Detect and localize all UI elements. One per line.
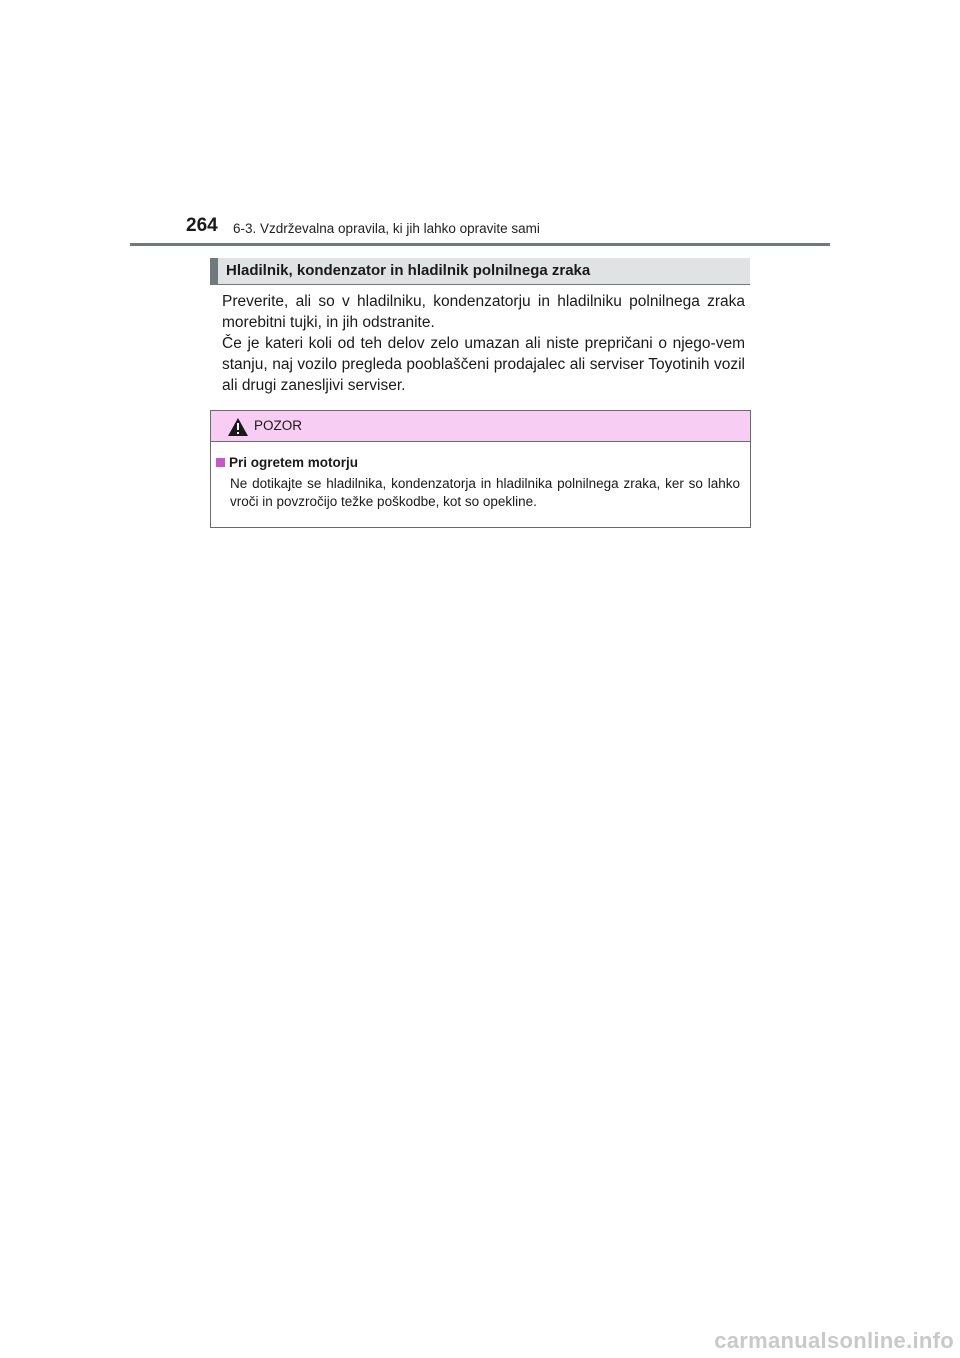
body-paragraph: Če je kateri koli od teh delov zelo umazan ali niste prepričani o njego-vem stanju, naj vozilo pregleda pooblaščeni prodajalec ali serviser Toyotinih vozil ali drugi zanesljivi serviser. [222,335,745,394]
watermark: carmanualsonline.info [714,1328,954,1353]
section-body [222,291,745,396]
running-head: 6-3. Vzdrževalna opravila, ki jih lahko opravite sami [233,221,540,236]
warning-header [211,411,750,442]
warning-label: POZOR [254,418,303,433]
warning-box [210,410,751,528]
warning-item-heading [216,455,358,470]
header-rule [130,243,830,246]
section-heading [210,258,750,285]
warning-item-heading-text: Pri ogretem motorju [229,455,359,470]
body-paragraph: Preverite, ali so v hladilniku, kondenzatorju in hladilniku polnilnega zraka morebitni tujki, in jih odstranite. [222,293,745,331]
section-heading-text: Hladilnik, kondenzator in hladilnik polnilnega zraka [226,262,591,279]
section-heading-bar [210,258,218,284]
square-bullet-icon [216,458,225,467]
warning-item-text: Ne dotikajte se hladilnika, kondenzatorja in hladilnika polnilnega zraka, ker so lahko vroči in povzročijo težke poškodbe, kot so opekline. [230,476,740,509]
page-number: 264 [186,215,218,236]
warning-triangle-icon [227,417,249,437]
